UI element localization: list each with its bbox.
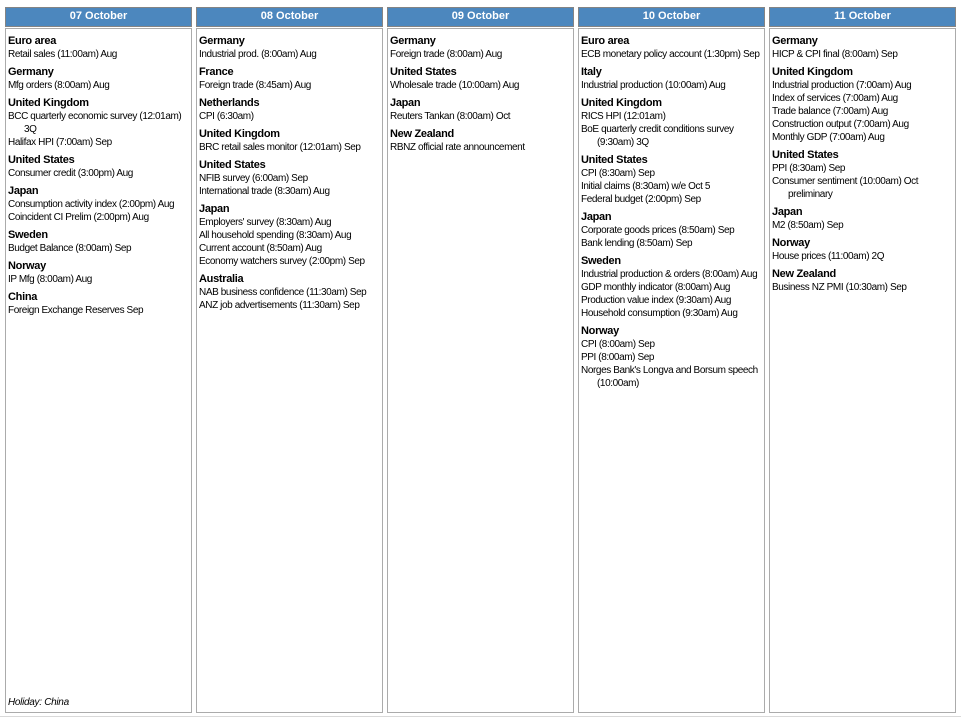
event-item: Initial claims (8:30am) w/e Oct 5 [581, 181, 711, 192]
country-label: Japan [772, 206, 803, 218]
country-group [772, 236, 953, 263]
country-label: Japan [581, 211, 612, 223]
country-label: Sweden [581, 255, 621, 267]
country-group [8, 65, 189, 92]
country-group [772, 65, 953, 144]
country-group [581, 254, 762, 320]
event-item: Trade balance (7:00am) Aug [772, 106, 888, 117]
day-header: 07 October [5, 7, 192, 27]
event-item: GDP monthly indicator (8:00am) Aug [581, 282, 731, 293]
day-header: 11 October [769, 7, 956, 27]
country-label: United Kingdom [581, 97, 662, 109]
event-item: RBNZ official rate announcement [390, 142, 525, 153]
country-group [199, 127, 380, 154]
event-item: Foreign Exchange Reserves Sep [8, 305, 144, 316]
country-label: New Zealand [772, 268, 836, 280]
country-label: United States [390, 66, 457, 78]
event-item: BoE quarterly credit conditions survey (9:30am) 3Q [581, 124, 734, 148]
country-group [772, 34, 953, 61]
event-item: Bank lending (8:50am) Sep [581, 238, 693, 249]
country-group [199, 34, 380, 61]
day-header: 09 October [387, 7, 574, 27]
event-item: Consumer sentiment (10:00am) Oct preliminary [772, 176, 919, 200]
event-item: RICS HPI (12:01am) [581, 111, 666, 122]
event-item: Mfg orders (8:00am) Aug [8, 80, 110, 91]
event-item: PPI (8:00am) Sep [581, 352, 655, 363]
event-item: Foreign trade (8:00am) Aug [390, 49, 502, 60]
country-group [8, 184, 189, 224]
event-item: Budget Balance (8:00am) Sep [8, 243, 132, 254]
day-column [578, 7, 765, 713]
country-group [390, 34, 571, 61]
country-group [199, 202, 380, 268]
country-group [390, 96, 571, 123]
day-column [196, 7, 383, 713]
event-item: Current account (8:50am) Aug [199, 243, 322, 254]
country-label: Italy [581, 66, 602, 78]
event-item: NFIB survey (6:00am) Sep [199, 173, 308, 184]
holiday-note: Holiday: China [8, 697, 69, 708]
event-item: BCC quarterly economic survey (12:01am) 3Q [8, 111, 182, 135]
event-item: Industrial production (7:00am) Aug [772, 80, 912, 91]
country-group [772, 205, 953, 232]
country-group [390, 127, 571, 154]
day-body [578, 28, 765, 713]
day-body [5, 28, 192, 713]
country-label: Netherlands [199, 97, 260, 109]
event-item: HICP & CPI final (8:00am) Sep [772, 49, 898, 60]
event-item: Production value index (9:30am) Aug [581, 295, 731, 306]
day-body [769, 28, 956, 713]
event-item: Industrial production (10:00am) Aug [581, 80, 726, 91]
event-item: Corporate goods prices (8:50am) Sep [581, 225, 735, 236]
country-group [199, 158, 380, 198]
day-header: 08 October [196, 7, 383, 27]
country-group [772, 148, 953, 201]
event-item: Employers' survey (8:30am) Aug [199, 217, 332, 228]
event-item: Norges Bank's Longva and Borsum speech (10:00am) [581, 365, 758, 389]
event-item: Federal budget (2:00pm) Sep [581, 194, 701, 205]
country-group [772, 267, 953, 294]
day-header: 10 October [578, 7, 765, 27]
country-label: Norway [8, 260, 46, 272]
event-item: Foreign trade (8:45am) Aug [199, 80, 311, 91]
event-item: House prices (11:00am) 2Q [772, 251, 885, 262]
event-item: NAB business confidence (11:30am) Sep [199, 287, 367, 298]
country-group [199, 272, 380, 312]
country-group [199, 65, 380, 92]
event-item: Halifax HPI (7:00am) Sep [8, 137, 112, 148]
country-label: Japan [199, 203, 230, 215]
country-label: China [8, 291, 38, 303]
event-item: IP Mfg (8:00am) Aug [8, 274, 92, 285]
country-label: Euro area [581, 35, 630, 47]
country-group [390, 65, 571, 92]
country-group [8, 290, 189, 317]
event-item: Construction output (7:00am) Aug [772, 119, 909, 130]
country-label: Sweden [8, 229, 48, 241]
country-label: United Kingdom [8, 97, 89, 109]
event-item: Retail sales (11:00am) Aug [8, 49, 117, 60]
bottom-divider [0, 716, 961, 717]
country-label: Euro area [8, 35, 57, 47]
event-item: All household spending (8:30am) Aug [199, 230, 352, 241]
day-body [387, 28, 574, 713]
event-item: Reuters Tankan (8:00am) Oct [390, 111, 511, 122]
country-label: Australia [199, 273, 244, 285]
country-label: United Kingdom [772, 66, 853, 78]
event-item: Household consumption (9:30am) Aug [581, 308, 738, 319]
country-label: Germany [772, 35, 818, 47]
country-label: United Kingdom [199, 128, 280, 140]
country-group [581, 65, 762, 92]
country-label: Germany [8, 66, 54, 78]
event-item: M2 (8:50am) Sep [772, 220, 844, 231]
country-group [8, 259, 189, 286]
country-label: United States [581, 154, 648, 166]
event-item: International trade (8:30am) Aug [199, 186, 330, 197]
event-item: Coincident CI Prelim (2:00pm) Aug [8, 212, 149, 223]
event-item: CPI (6:30am) [199, 111, 254, 122]
day-column [5, 7, 192, 713]
event-item: Consumption activity index (2:00pm) Aug [8, 199, 175, 210]
event-item: Industrial production & orders (8:00am) Aug [581, 269, 758, 280]
country-group [8, 228, 189, 255]
event-item: Wholesale trade (10:00am) Aug [390, 80, 520, 91]
event-item: ANZ job advertisements (11:30am) Sep [199, 300, 360, 311]
event-item: CPI (8:30am) Sep [581, 168, 655, 179]
country-label: United States [772, 149, 839, 161]
country-label: France [199, 66, 234, 78]
event-item: Monthly GDP (7:00am) Aug [772, 132, 885, 143]
event-item: CPI (8:00am) Sep [581, 339, 655, 350]
country-group [581, 210, 762, 250]
country-group [581, 34, 762, 61]
country-group [8, 34, 189, 61]
country-label: Germany [199, 35, 245, 47]
economic-calendar-week [5, 7, 956, 713]
country-label: Japan [390, 97, 421, 109]
country-label: United States [8, 154, 75, 166]
day-body [196, 28, 383, 713]
country-group [581, 153, 762, 206]
day-column [387, 7, 574, 713]
event-item: Index of services (7:00am) Aug [772, 93, 898, 104]
country-group [8, 96, 189, 149]
country-label: Japan [8, 185, 39, 197]
event-item: Consumer credit (3:00pm) Aug [8, 168, 133, 179]
event-item: Business NZ PMI (10:30am) Sep [772, 282, 907, 293]
country-group [199, 96, 380, 123]
country-label: United States [199, 159, 266, 171]
country-group [8, 153, 189, 180]
day-column [769, 7, 956, 713]
event-item: ECB monetary policy account (1:30pm) Sep [581, 49, 760, 60]
event-item: Economy watchers survey (2:00pm) Sep [199, 256, 365, 267]
country-label: Norway [581, 325, 619, 337]
event-item: Industrial prod. (8:00am) Aug [199, 49, 317, 60]
country-label: Norway [772, 237, 810, 249]
country-group [581, 96, 762, 149]
country-label: Germany [390, 35, 436, 47]
country-label: New Zealand [390, 128, 454, 140]
country-group [581, 324, 762, 390]
event-item: PPI (8:30am) Sep [772, 163, 846, 174]
event-item: BRC retail sales monitor (12:01am) Sep [199, 142, 361, 153]
